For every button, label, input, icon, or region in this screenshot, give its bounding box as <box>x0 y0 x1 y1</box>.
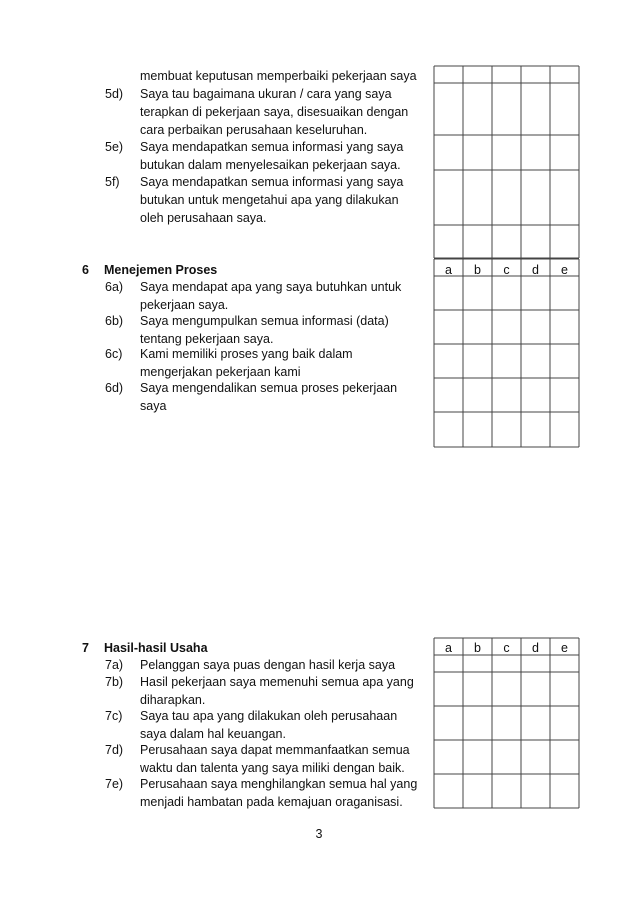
option-e: e <box>561 263 568 277</box>
item-number-7c: 7c) <box>105 709 123 723</box>
item-5d-line-3: cara perbaikan perusahaan keseluruhan. <box>140 123 368 137</box>
item-number-7d: 7d) <box>105 743 124 757</box>
item-6d-line-2: saya <box>140 399 167 413</box>
item-5f-line-3: oleh perusahaan saya. <box>140 211 267 225</box>
item-7e-line-1: Perusahaan saya menghilangkan semua hal yang <box>140 777 418 791</box>
item-6a-line-2: pekerjaan saya. <box>140 298 229 312</box>
option-d: d <box>532 263 539 277</box>
section-7-title: Hasil-hasil Usaha <box>104 641 208 655</box>
item-number-6d: 6d) <box>105 381 124 395</box>
item-number-7e: 7e) <box>105 777 124 791</box>
item-6c-line-1: Kami memiliki proses yang baik dalam <box>140 347 353 361</box>
item-5f-line-1: Saya mendapatkan semua informasi yang saya <box>140 175 404 189</box>
item-6b-line-1: Saya mengumpulkan semua informasi (data) <box>140 314 389 328</box>
item-number-5d: 5d) <box>105 87 124 101</box>
item-5d-line-1: Saya tau bagaimana ukuran / cara yang saya <box>140 87 392 101</box>
item-6b-line-2: tentang pekerjaan saya. <box>140 332 274 346</box>
section-7-answer-grid <box>434 638 579 808</box>
item-5f-line-2: butukan untuk mengetahui apa yang dilakukan <box>140 193 399 207</box>
option-a: a <box>445 641 452 655</box>
item-number-7a: 7a) <box>105 658 124 672</box>
item-7b-line-2: diharapkan. <box>140 693 206 707</box>
section-6-number: 6 <box>82 263 89 277</box>
item-7c-line-2: saya dalam hal keuangan. <box>140 727 286 741</box>
item-5c-line: membuat keputusan memperbaiki pekerjaan saya <box>140 69 417 83</box>
item-7e-line-2: menjadi hambatan pada kemajuan oraganisasi. <box>140 795 403 809</box>
item-5e-line-1: Saya mendapatkan semua informasi yang saya <box>140 140 404 154</box>
item-6d-line-1: Saya mengendalikan semua proses pekerjaan <box>140 381 398 395</box>
item-number-6c: 6c) <box>105 347 123 361</box>
item-number-5e: 5e) <box>105 140 124 154</box>
option-b: b <box>474 641 481 655</box>
item-7d-line-2: waktu dan talenta yang saya miliki dengan baik. <box>140 761 405 775</box>
item-7b-line-1: Hasil pekerjaan saya memenuhi semua apa yang <box>140 675 414 689</box>
section-6-answer-grid <box>434 259 579 447</box>
section-5-answer-grid <box>434 66 579 258</box>
item-7a-line-1: Pelanggan saya puas dengan hasil kerja saya <box>140 658 396 672</box>
page-number: 3 <box>315 827 323 841</box>
item-number-5f: 5f) <box>105 175 120 189</box>
option-c: c <box>503 641 510 655</box>
section-7-number: 7 <box>82 641 89 655</box>
item-number-7b: 7b) <box>105 675 124 689</box>
option-c: c <box>503 263 510 277</box>
item-6c-line-2: mengerjakan pekerjaan kami <box>140 365 301 379</box>
item-5d-line-2: terapkan di pekerjaan saya, disesuaikan dengan <box>140 105 409 119</box>
item-7d-line-1: Perusahaan saya dapat memmanfaatkan semua <box>140 743 410 757</box>
item-7c-line-1: Saya tau apa yang dilakukan oleh perusahaan <box>140 709 398 723</box>
option-b: b <box>474 263 481 277</box>
item-5e-line-2: butukan dalam menyelesaikan pekerjaan saya. <box>140 158 401 172</box>
item-number-6b: 6b) <box>105 314 124 328</box>
option-a: a <box>445 263 452 277</box>
item-number-6a: 6a) <box>105 280 124 294</box>
item-6a-line-1: Saya mendapat apa yang saya butuhkan untuk <box>140 280 402 294</box>
option-e: e <box>561 641 568 655</box>
section-6-title: Menejemen Proses <box>104 263 218 277</box>
option-d: d <box>532 641 539 655</box>
